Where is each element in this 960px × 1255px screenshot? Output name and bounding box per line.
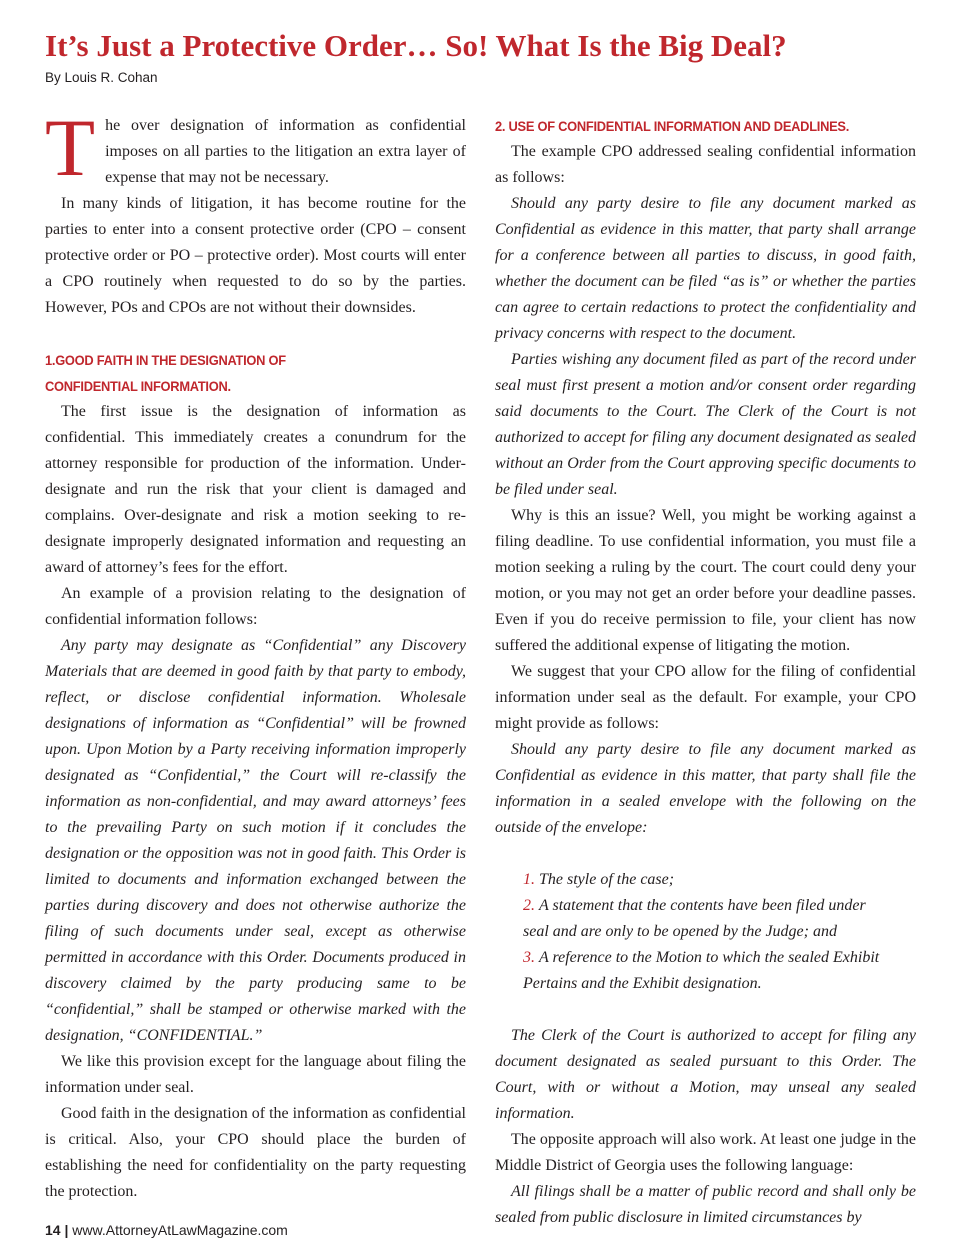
list-item <box>523 893 916 945</box>
section-heading-good-faith-line2: CONFIDENTIAL INFORMATION. <box>45 378 231 394</box>
page-number: 14 <box>45 1222 61 1238</box>
list-gap-top <box>495 841 916 867</box>
list-item-text: The style of the case; <box>539 871 675 888</box>
paragraph-example-intro: An example of a provision relating to the designation of confidential information follows: <box>45 585 466 628</box>
list-gap-bottom <box>495 997 916 1023</box>
quote-designation-provision: Any party may designate as “Confidential” any Discovery Materials that are deemed in good faith by that party to embody, reflect, or disclose confidential information. Wholesale designations of information as “Confidential” will be frowned upon. Upon Motion by a Party receiving information improperly designated as “Confidential,” the Court will re-classify the information as non-confidential, and may award attorneys’ fees to the prevailing Party on such motion if it concludes the designation or the opposition was not in good faith. This Order is limited to documents and information exchanged between the parties during discovery and does not otherwise authorize the filing of such documents under seal, except as otherwise permitted in accordance with this Order. Documents produced in discovery claimed by the party producing same to be “confidential,” shall be stamped or otherwise marked with the designation, “CONFIDENTIAL.” <box>45 637 466 1044</box>
article-byline: By Louis R. Cohan <box>45 70 158 85</box>
list-item-text: A statement that the contents have been filed under <box>539 897 866 914</box>
envelope-requirements-list <box>495 867 916 997</box>
list-number: 3. <box>523 949 535 966</box>
footer-website-link[interactable]: www.AttorneyAtLawMagazine.com <box>72 1222 288 1238</box>
paragraph-we-suggest: We suggest that your CPO allow for the filing of confidential information under seal as the default. For example, your CPO might provide as follows: <box>495 663 916 732</box>
list-item-continuation: Pertains and the Exhibit designation. <box>523 975 762 992</box>
paragraph-good-faith-critical: Good faith in the designation of the information as confidential is critical. Also, your CPO should place the burden of establishing the need for confidentiality on the party requesting the protection. <box>45 1105 466 1200</box>
paragraph-first-issue: The first issue is the designation of information as confidential. This immediately creates a conundrum for the attorney responsible for production of the information. Under-designate and run the risk that your client is damaged and complains. Over-designate and risk a motion seeking to re-designate improperly designated information and requesting an award of attorney’s fees for the effort. <box>45 403 466 576</box>
paragraph-we-like: We like this provision except for the language about filing the information under seal. <box>45 1053 466 1096</box>
intro-paragraph <box>45 102 466 193</box>
list-item <box>523 867 916 893</box>
article-title: It’s Just a Protective Order… So! What Is the Big Deal? <box>45 28 787 63</box>
page-footer <box>45 1220 288 1240</box>
list-item-continuation: seal and are only to be opened by the Judge; and <box>523 923 837 940</box>
drop-cap: T <box>45 102 96 193</box>
list-item <box>523 945 916 997</box>
paragraph-example-cpo: The example CPO addressed sealing confidential information as follows: <box>495 143 916 186</box>
quote-conference: Should any party desire to file any document marked as Confidential as evidence in this matter, that party shall arrange for a conference between all parties to discuss, in good faith, whether the document can be filed “as is” or whether the parties can agree to certain redactions to protect the confidentiality and privacy concerns with respect to the document. <box>495 195 916 342</box>
paragraph-opposite-approach: The opposite approach will also work. At least one judge in the Middle District of Georgia uses the following language: <box>495 1131 916 1174</box>
footer-separator: | <box>64 1222 69 1238</box>
quote-motion-seal: Parties wishing any document filed as part of the record under seal must first present a motion and/or consent order regarding said documents to the Court. The Clerk of the Court is not authorized to accept for filing any document designated as sealed without an Order from the Court approving specific documents to be filed under seal. <box>495 351 916 498</box>
list-number: 2. <box>523 897 535 914</box>
quote-clerk-authorized: The Clerk of the Court is authorized to accept for filing any document designated as sealed pursuant to this Order. The Court, with or without a Motion, may unseal any sealed information. <box>495 1027 916 1122</box>
paragraph-cpo-routine: In many kinds of litigation, it has become routine for the parties to enter into a consent protective order (CPO – consent protective order or PO – protective order). Most courts will enter a CPO routinely when requested to do so by the parties. However, POs and CPOs are not without their downsides. <box>45 195 466 316</box>
left-column <box>45 102 466 1205</box>
quote-sealed-envelope: Should any party desire to file any document marked as Confidential as evidence in this matter, that party shall file the information in a sealed envelope with the following on the outside of the envelope: <box>495 741 916 836</box>
right-column <box>495 113 916 1231</box>
quote-public-record: All filings shall be a matter of public record and shall only be sealed from public disclosure in limited circumstances by <box>495 1183 916 1226</box>
section-heading-use-of-confidential: 2. USE OF CONFIDENTIAL INFORMATION AND DEADLINES. <box>495 118 850 134</box>
paragraph-why-issue: Why is this an issue? Well, you might be working against a filing deadline. To use confidential information, you must file a motion seeking a ruling by the court. The court could deny your motion, or you may not get an order before your deadline passes. Even if you do receive permission to file, your client has now suffered the additional expense of litigating the motion. <box>495 507 916 654</box>
intro-text: he over designation of information as confidential imposes on all parties to the litigation an extra layer of expense that may not be necessary. <box>105 117 466 186</box>
section-gap <box>45 321 466 347</box>
section-heading-good-faith-line1: 1.GOOD FAITH IN THE DESIGNATION OF <box>45 352 286 368</box>
list-item-text: A reference to the Motion to which the sealed Exhibit <box>539 949 880 966</box>
list-number: 1. <box>523 871 535 888</box>
